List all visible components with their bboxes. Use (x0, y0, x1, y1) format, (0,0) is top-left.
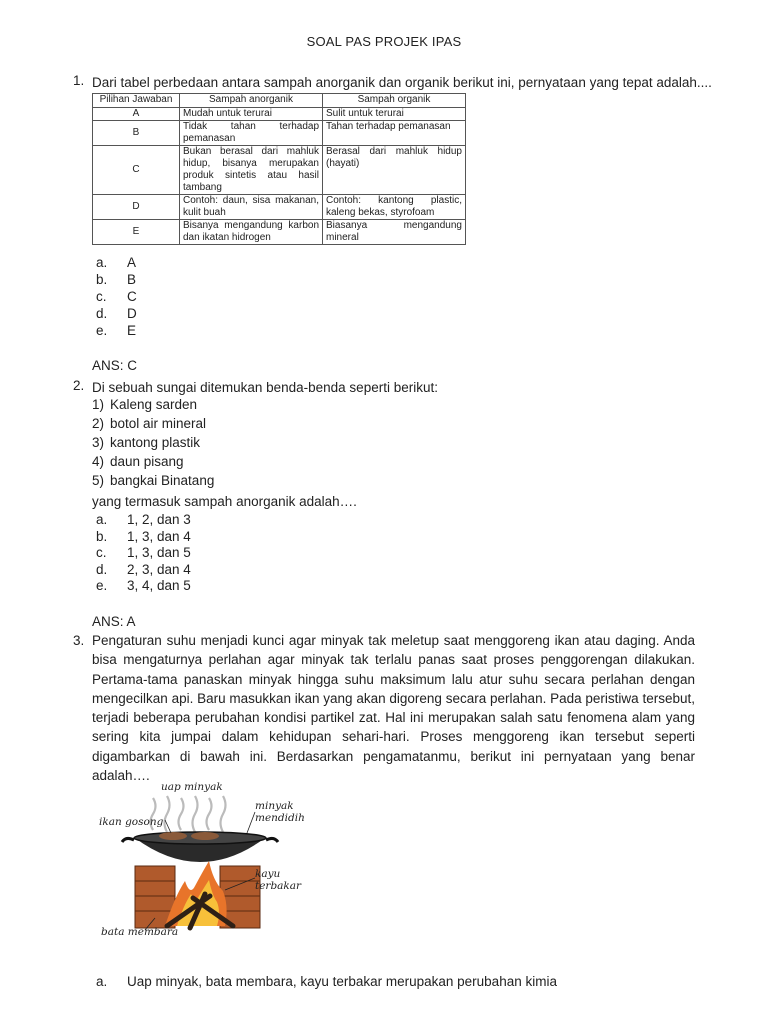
question-2-text: Di sebuah sungai ditemukan benda-benda seperti berikut: (92, 380, 438, 395)
q1-option-d[interactable] (96, 306, 137, 321)
list-item (92, 454, 184, 469)
table-cell: Sulit untuk terurai (323, 108, 466, 121)
list-item (92, 435, 200, 450)
q2-option-c[interactable] (96, 545, 191, 560)
table-cell: B (93, 121, 180, 146)
option-text: C (127, 289, 137, 304)
figure-label-mendidih: mendidih (255, 812, 305, 824)
q1-option-c[interactable] (96, 289, 137, 304)
option-text: Uap minyak, bata membara, kayu terbakar merupakan perubahan kimia (127, 974, 557, 989)
question-2-number: 2. (73, 378, 85, 393)
option-letter: a. (96, 512, 108, 527)
table-cell: A (93, 108, 180, 121)
item-number: 3) (92, 435, 105, 450)
item-number: 2) (92, 416, 105, 431)
figure-label-terbakar: terbakar (255, 880, 302, 892)
q2-option-e[interactable] (96, 578, 191, 593)
table-cell: C (93, 146, 180, 195)
option-letter: b. (96, 272, 108, 287)
table-cell: Tahan terhadap pemanasan (323, 121, 466, 146)
table-row (93, 121, 466, 146)
question-2-prompt: yang termasuk sampah anorganik adalah…. (92, 494, 357, 509)
page-title: SOAL PAS PROJEK IPAS (306, 34, 462, 49)
option-letter: d. (96, 306, 108, 321)
figure-label-ikan: ikan gosong (99, 816, 164, 828)
table-cell: Biasanya mengandung mineral (323, 220, 466, 245)
table-cell: Contoh: daun, sisa makanan, kulit buah (180, 195, 323, 220)
figure-label-minyak: minyak (255, 800, 294, 812)
option-letter: e. (96, 578, 108, 593)
option-text: B (127, 272, 137, 287)
option-letter: c. (96, 545, 107, 560)
table-header-row (93, 94, 466, 108)
q2-option-b[interactable] (96, 529, 191, 544)
option-letter: c. (96, 289, 107, 304)
list-item (92, 416, 206, 431)
q2-option-a[interactable] (96, 512, 191, 527)
question-3-number: 3. (73, 633, 85, 648)
option-text: 3, 4, dan 5 (127, 578, 191, 593)
q1-option-e[interactable] (96, 323, 136, 338)
table-cell: Bukan berasal dari mahluk hidup, bisanya merupakan produk sintetis atau hasil tambang (180, 146, 323, 195)
q1-option-a[interactable] (96, 255, 136, 270)
item-text: bangkai Binatang (110, 473, 215, 488)
frying-illustration (95, 778, 315, 943)
table-row (93, 146, 466, 195)
option-text: 1, 2, dan 3 (127, 512, 191, 527)
q2-option-d[interactable] (96, 562, 191, 577)
option-letter: a. (96, 255, 108, 270)
figure-label-bata: bata membara (101, 926, 179, 938)
table-row (93, 108, 466, 121)
item-text: daun pisang (110, 454, 184, 469)
table-cell: Mudah untuk terurai (180, 108, 323, 121)
question-3-text: Pengaturan suhu menjadi kunci agar minyak tak meletup saat menggoreng ikan atau daging. Anda bisa mengaturnya perlahan agar minyak tak terlalu panas saat proses penggorengan dilakukan. Pertama-tama panaskan minyak hingga suhu maksimum lalu atur suhu secara perlahan dengan mengecilkan api. Baru masukkan ikan yang akan digoreng secara perlahan. Pada peristiwa tersebut, terjadi beberapa perubahan kondisi partikel zat. Hal ini merupakan salah satu fenomena alam yang sering kita jumpai dalam kehidupan sehari-hari. Proses menggoreng ikan tersebut seperti digambarkan di bawah ini. Berdasarkan pengamatanmu, berikut ini pernyataan yang benar adalah…. (92, 633, 695, 784)
list-item (92, 397, 197, 412)
question-1-text: Dari tabel perbedaan antara sampah anorganik dan organik berikut ini, pernyataan yang tepat adalah.... (92, 75, 712, 90)
table-cell: D (93, 195, 180, 220)
table-row (93, 195, 466, 220)
item-number: 1) (92, 397, 105, 412)
table-cell: E (93, 220, 180, 245)
option-letter: b. (96, 529, 108, 544)
option-text: D (127, 306, 137, 321)
q1-option-b[interactable] (96, 272, 136, 287)
item-text: botol air mineral (110, 416, 207, 431)
table-cell: Tidak tahan terhadap pemanasan (180, 121, 323, 146)
answer-table (92, 93, 466, 245)
q2-answer: ANS: A (92, 614, 136, 629)
list-item (92, 473, 214, 488)
item-text: Kaleng sarden (110, 397, 198, 412)
option-letter: d. (96, 562, 108, 577)
figure-label-uap: uap minyak (161, 781, 223, 793)
q1-answer: ANS: C (92, 358, 138, 373)
table-cell: Berasal dari mahluk hidup (hayati) (323, 146, 466, 195)
option-letter: a. (96, 974, 108, 989)
question-1-number: 1. (73, 73, 85, 88)
figure-label-kayu: kayu (255, 868, 281, 880)
table-header: Pilihan Jawaban (93, 94, 180, 108)
option-text: E (127, 323, 137, 338)
option-text: 1, 3, dan 5 (127, 545, 191, 560)
table-header: Sampah anorganik (180, 94, 323, 108)
item-number: 5) (92, 473, 105, 488)
table-cell: Bisanya mengandung karbon dan ikatan hidrogen (180, 220, 323, 245)
option-text: A (127, 255, 137, 270)
table-header: Sampah organik (323, 94, 466, 108)
option-text: 1, 3, dan 4 (127, 529, 191, 544)
table-cell: Contoh: kantong plastic, kaleng bekas, styrofoam (323, 195, 466, 220)
option-text: 2, 3, dan 4 (127, 562, 191, 577)
q3-option-a[interactable] (96, 974, 557, 989)
item-number: 4) (92, 454, 105, 469)
table-row (93, 220, 466, 245)
item-text: kantong plastik (110, 435, 201, 450)
option-letter: e. (96, 323, 108, 338)
